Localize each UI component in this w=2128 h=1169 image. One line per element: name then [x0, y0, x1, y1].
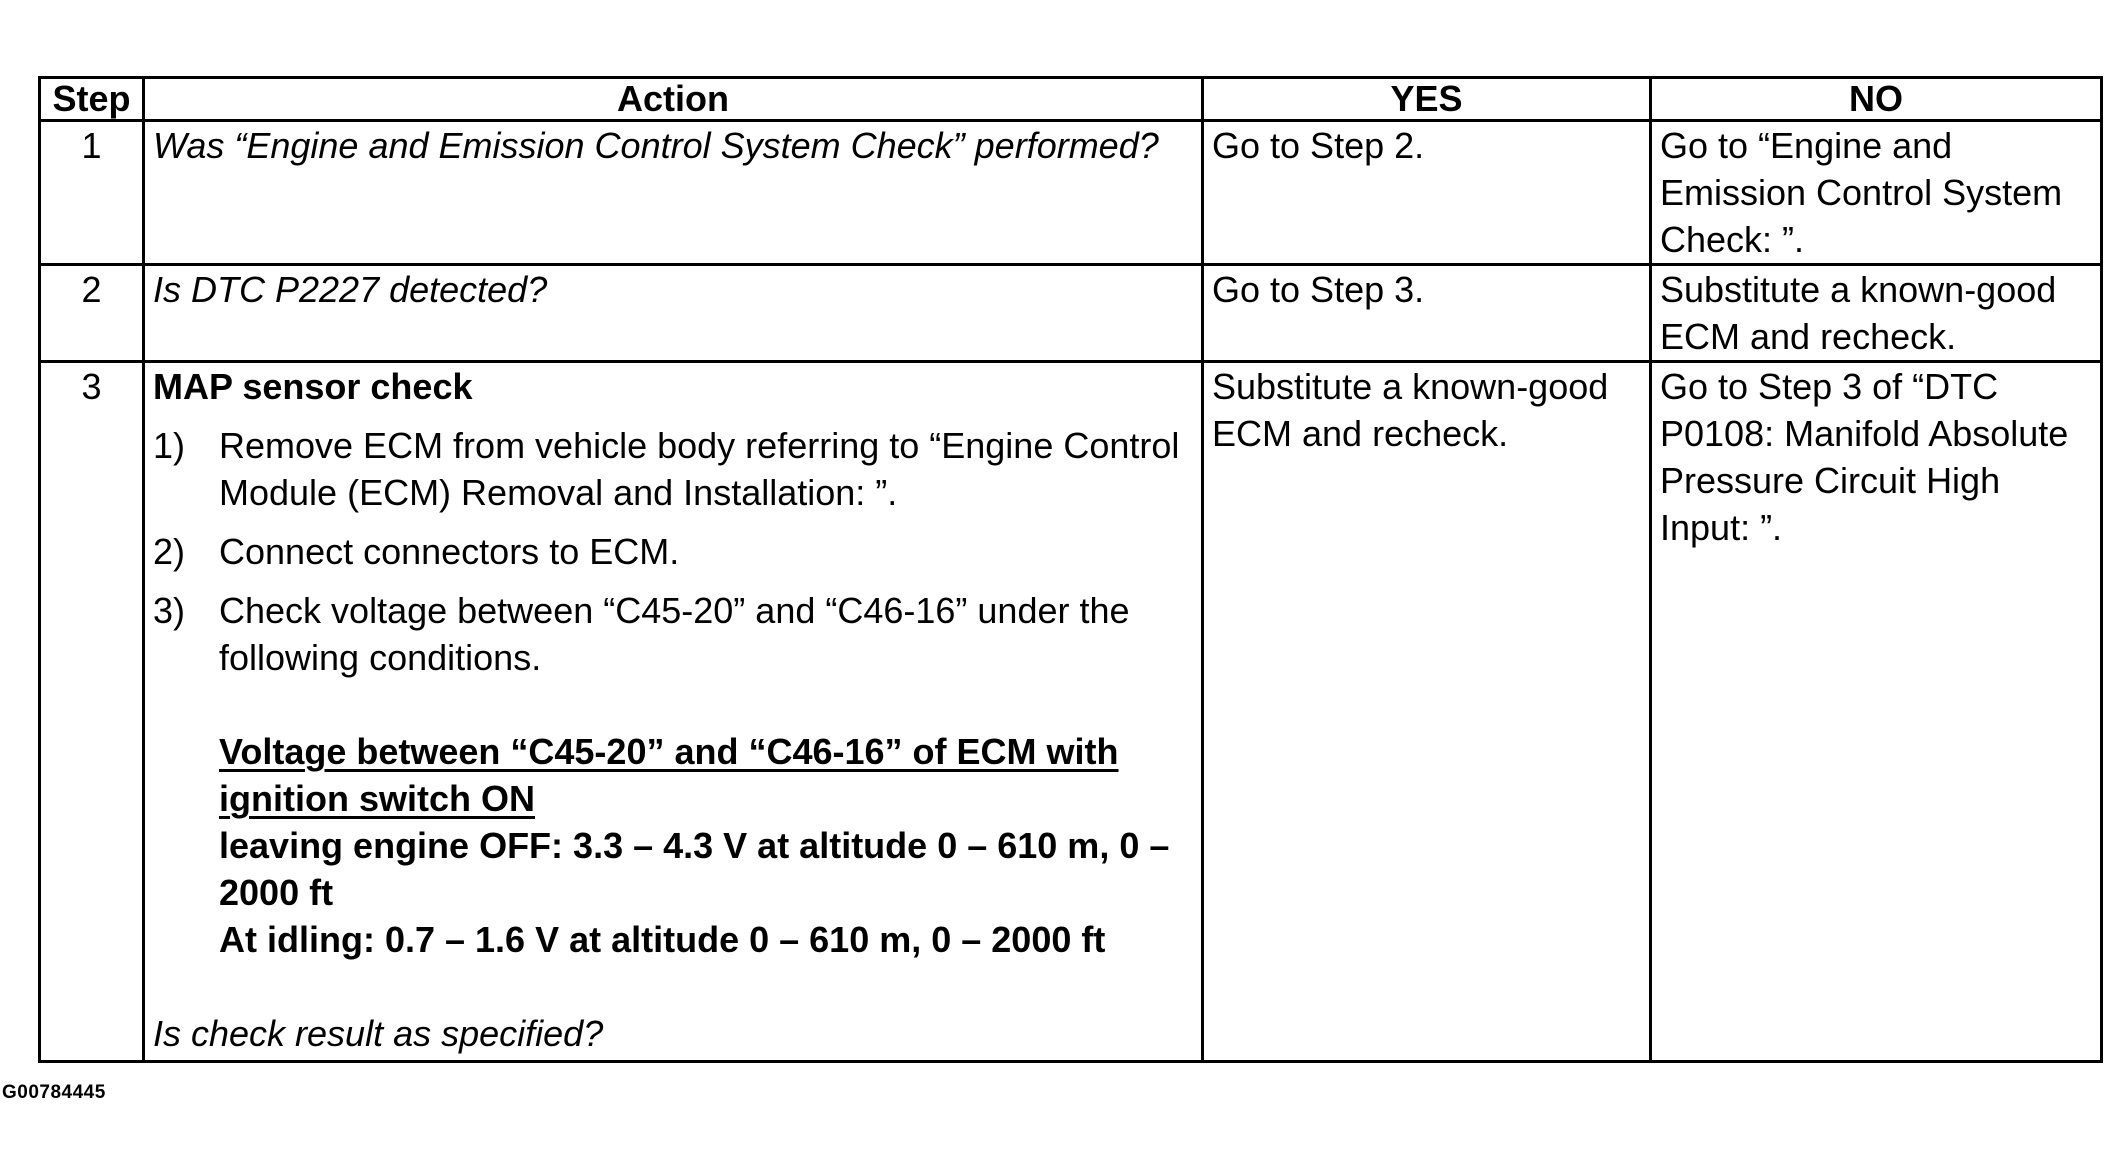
check-question: Is check result as specified?: [153, 1013, 604, 1054]
substep-text: Check voltage between “C45-20” and “C46-16” under the following conditions.: [219, 590, 1130, 678]
substep-text: Connect connectors to ECM.: [219, 531, 680, 572]
no-cell: Substitute a known-good ECM and recheck.: [1651, 265, 2102, 362]
action-cell: [144, 362, 1203, 1062]
spec-line: At idling: 0.7 – 1.6 V at altitude 0 – 610 m, 0 – 2000 ft: [219, 919, 1106, 960]
substep-item: [153, 422, 1193, 516]
no-cell: Go to “Engine and Emission Control System Check: ”.: [1651, 121, 2102, 265]
action-title: MAP sensor check: [153, 366, 473, 407]
specification-block: [219, 728, 1193, 963]
step-number: 1: [40, 121, 144, 265]
yes-cell: Substitute a known-good ECM and recheck.: [1203, 362, 1651, 1062]
header-action: Action: [144, 78, 1203, 121]
table-row: [40, 265, 2102, 362]
table-header-row: [40, 78, 2102, 121]
substep-text: Remove ECM from vehicle body referring to “Engine Control Module (ECM) Removal and Installation: ”.: [219, 425, 1180, 513]
substep-item: [153, 528, 1193, 575]
action-cell: Was “Engine and Emission Control System Check” performed?: [144, 121, 1203, 265]
spec-heading: Voltage between “C45-20” and “C46-16” of ECM with ignition switch ON: [219, 731, 1119, 819]
header-yes: YES: [1203, 78, 1651, 121]
table-row: [40, 362, 2102, 1062]
action-cell: Is DTC P2227 detected?: [144, 265, 1203, 362]
yes-cell: Go to Step 3.: [1203, 265, 1651, 362]
substep-number: 3): [153, 590, 186, 631]
yes-cell: Go to Step 2.: [1203, 121, 1651, 265]
no-cell: Go to Step 3 of “DTC P0108: Manifold Absolute Pressure Circuit High Input: ”.: [1651, 362, 2102, 1062]
substep-number: 1): [153, 425, 186, 466]
diagnostic-table: [38, 76, 2103, 1063]
step-number: 2: [40, 265, 144, 362]
table-row: [40, 121, 2102, 265]
header-no: NO: [1651, 78, 2102, 121]
spec-line: leaving engine OFF: 3.3 – 4.3 V at altitude 0 – 610 m, 0 – 2000 ft: [219, 825, 1170, 913]
substep-item: [153, 587, 1193, 681]
header-step: Step: [40, 78, 144, 121]
figure-code: G00784445: [2, 1082, 106, 1103]
substep-number: 2): [153, 531, 186, 572]
step-number: 3: [40, 362, 144, 1062]
